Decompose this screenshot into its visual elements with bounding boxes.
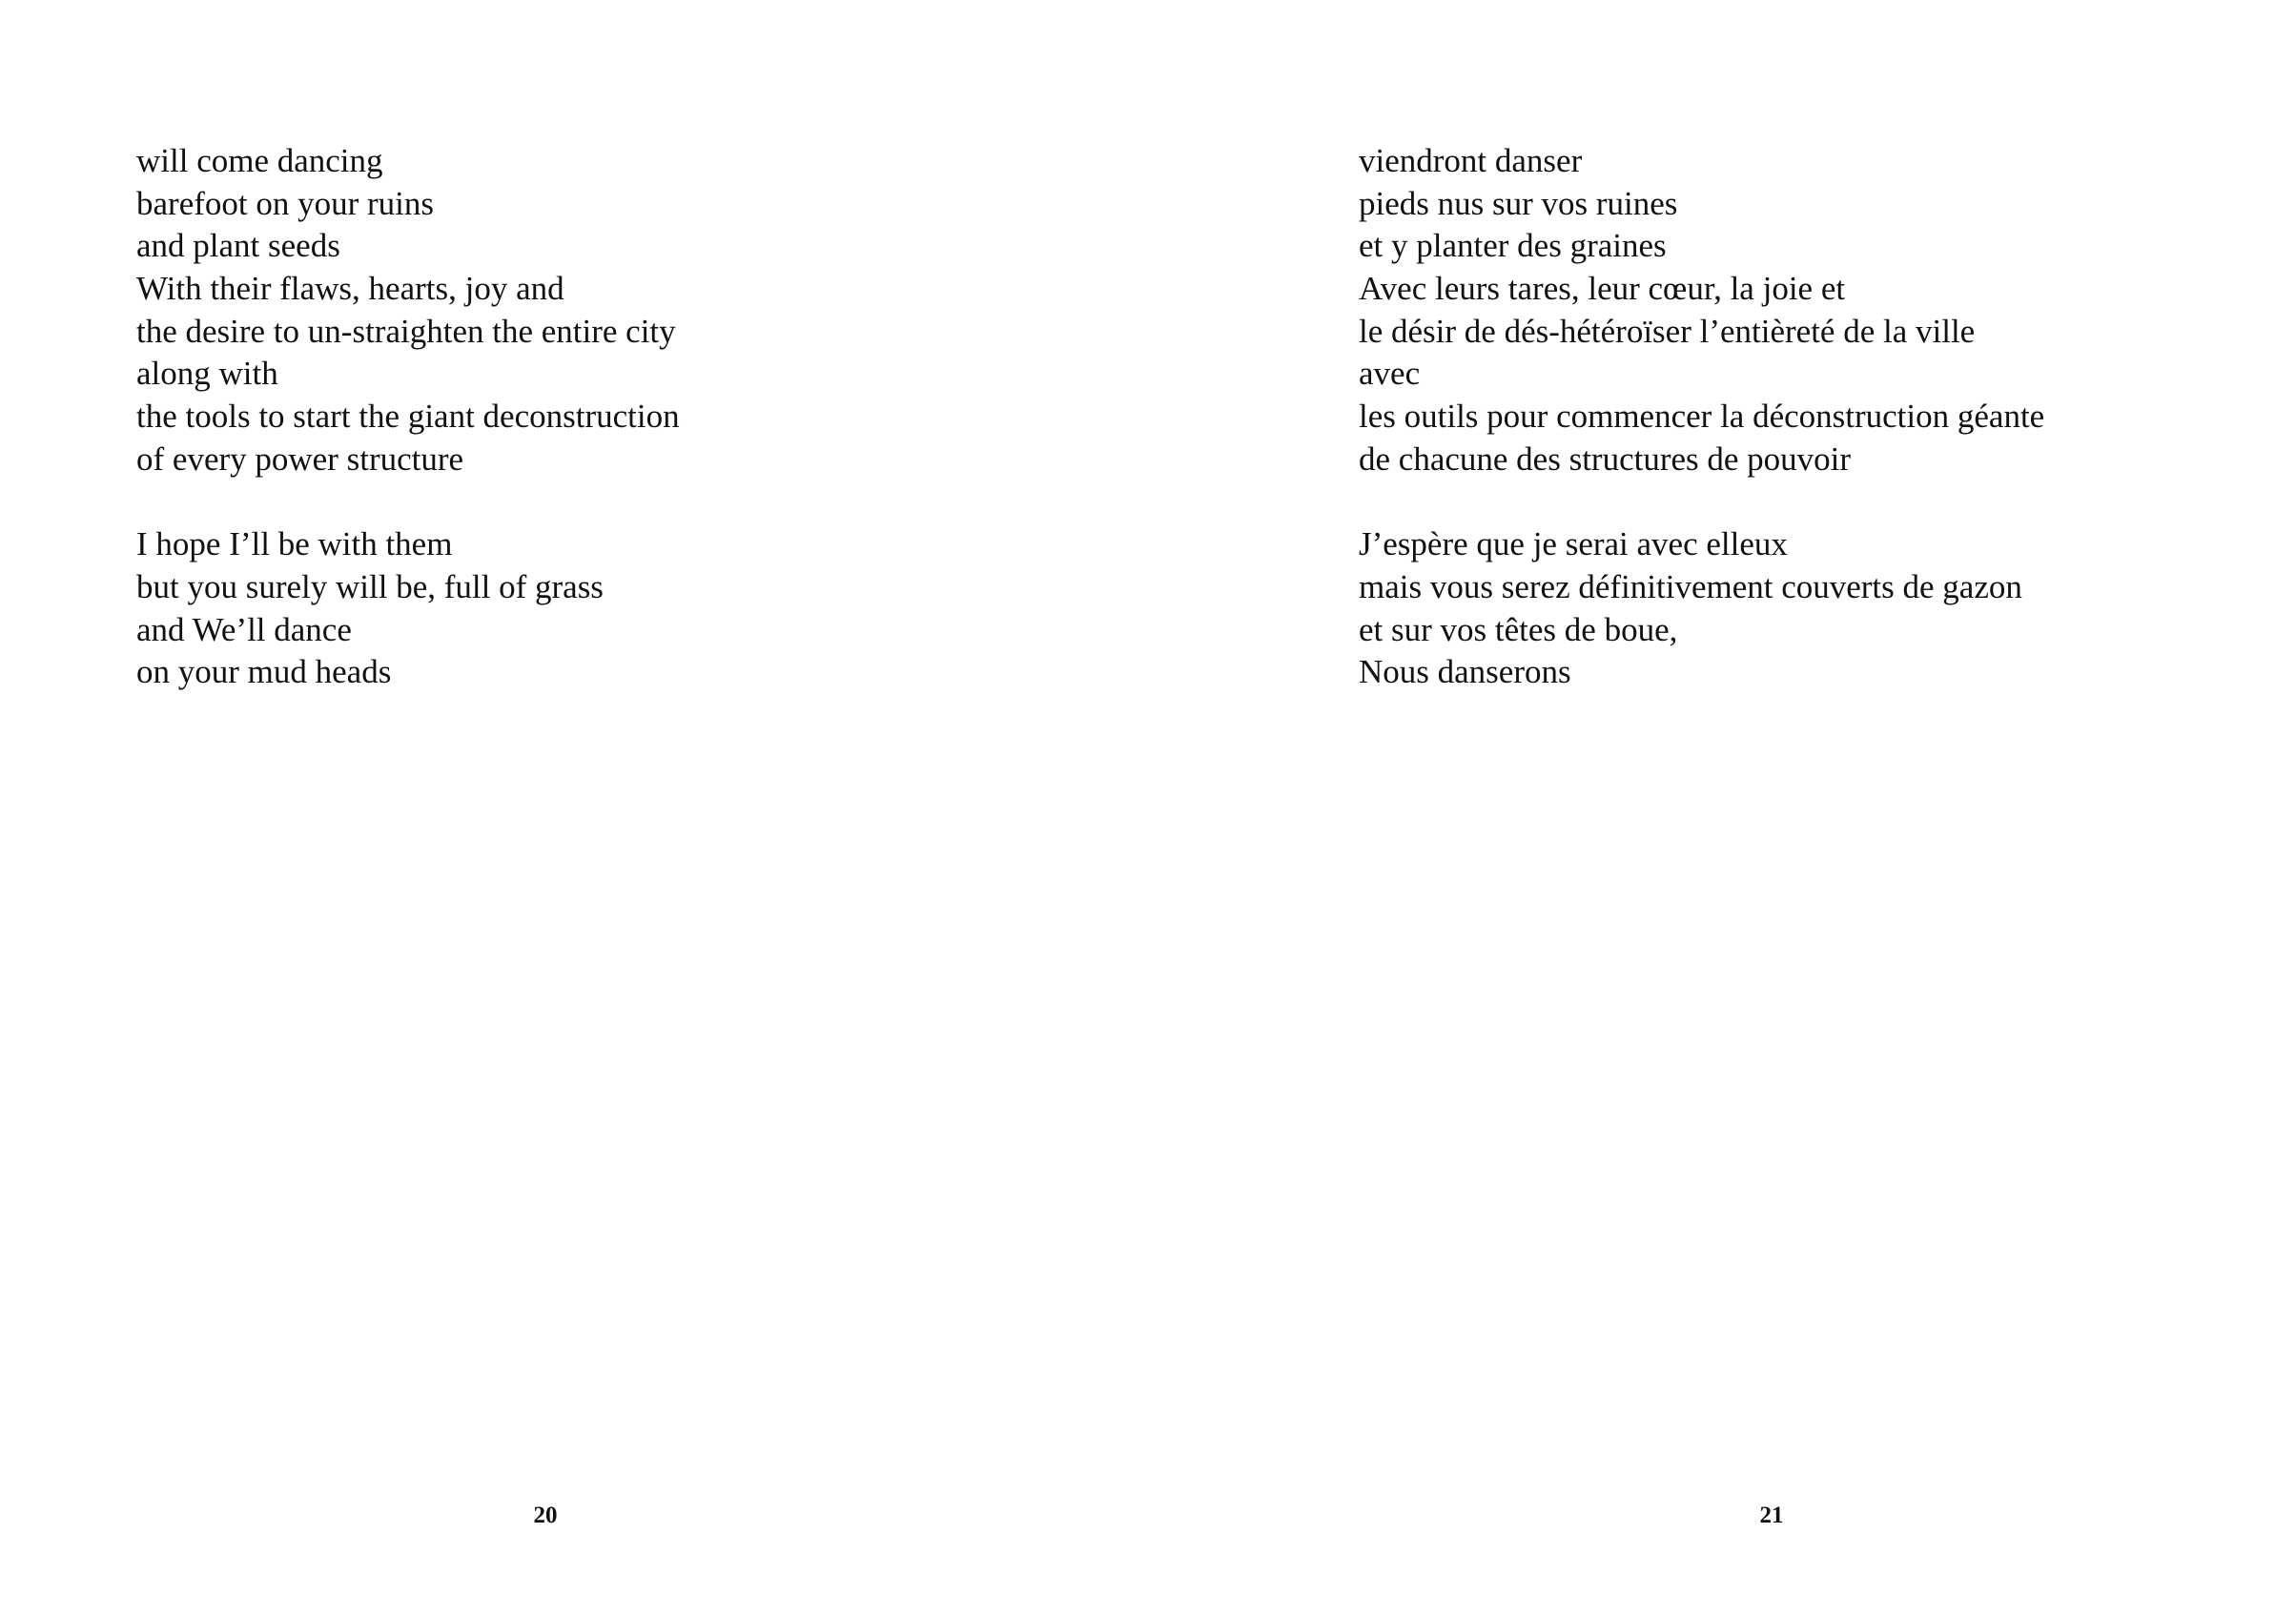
poem-line: viendront danser [1359, 142, 1583, 179]
stanza-2 [136, 523, 680, 694]
poem-line: Avec leurs tares, leur cœur, la joie et [1359, 270, 1846, 308]
stanza-1 [1359, 140, 2044, 481]
poem-line: of every power structure [136, 440, 464, 478]
poem-line: the desire to un-straighten the entire city [136, 312, 676, 350]
stanza-2 [1359, 523, 2044, 694]
poem-line: et sur vos têtes de boue, [1359, 610, 1678, 648]
poem-line: and We’ll dance [136, 610, 352, 648]
poem-english [136, 140, 680, 694]
poem-line: the tools to start the giant deconstruction [136, 398, 680, 436]
poem-line: mais vous serez définitivement couverts de gazon [1359, 567, 2022, 605]
poem-line: et y planter des graines [1359, 227, 1667, 265]
poem-line: de chacune des structures de pouvoir [1359, 440, 1852, 478]
page-number-left: 20 [533, 1503, 558, 1528]
poem-line: les outils pour commencer la déconstruction géante [1359, 398, 2045, 436]
poem-line: barefoot on your ruins [136, 184, 435, 222]
stanza-1 [136, 140, 680, 481]
poem-line: Nous danserons [1359, 653, 1571, 691]
poem-line: avec [1359, 355, 1421, 393]
poem-line: With their flaws, hearts, joy and [136, 270, 564, 308]
poem-line: but you surely will be, full of grass [136, 567, 604, 605]
right-page [1148, 0, 2296, 1615]
poem-line: along with [136, 355, 278, 393]
poem-line: I hope I’ll be with them [136, 525, 453, 563]
poem-line: will come dancing [136, 142, 383, 179]
poem-line: on your mud heads [136, 653, 392, 691]
poem-line: J’espère que je serai avec elleux [1359, 525, 1788, 563]
poem-line: le désir de dés-hétéroïser l’entièreté de la ville [1359, 312, 1976, 350]
page-number-right: 21 [1759, 1503, 1784, 1528]
poem-line: pieds nus sur vos ruines [1359, 184, 1678, 222]
poem-line: and plant seeds [136, 227, 340, 265]
poem-french [1359, 140, 2044, 694]
